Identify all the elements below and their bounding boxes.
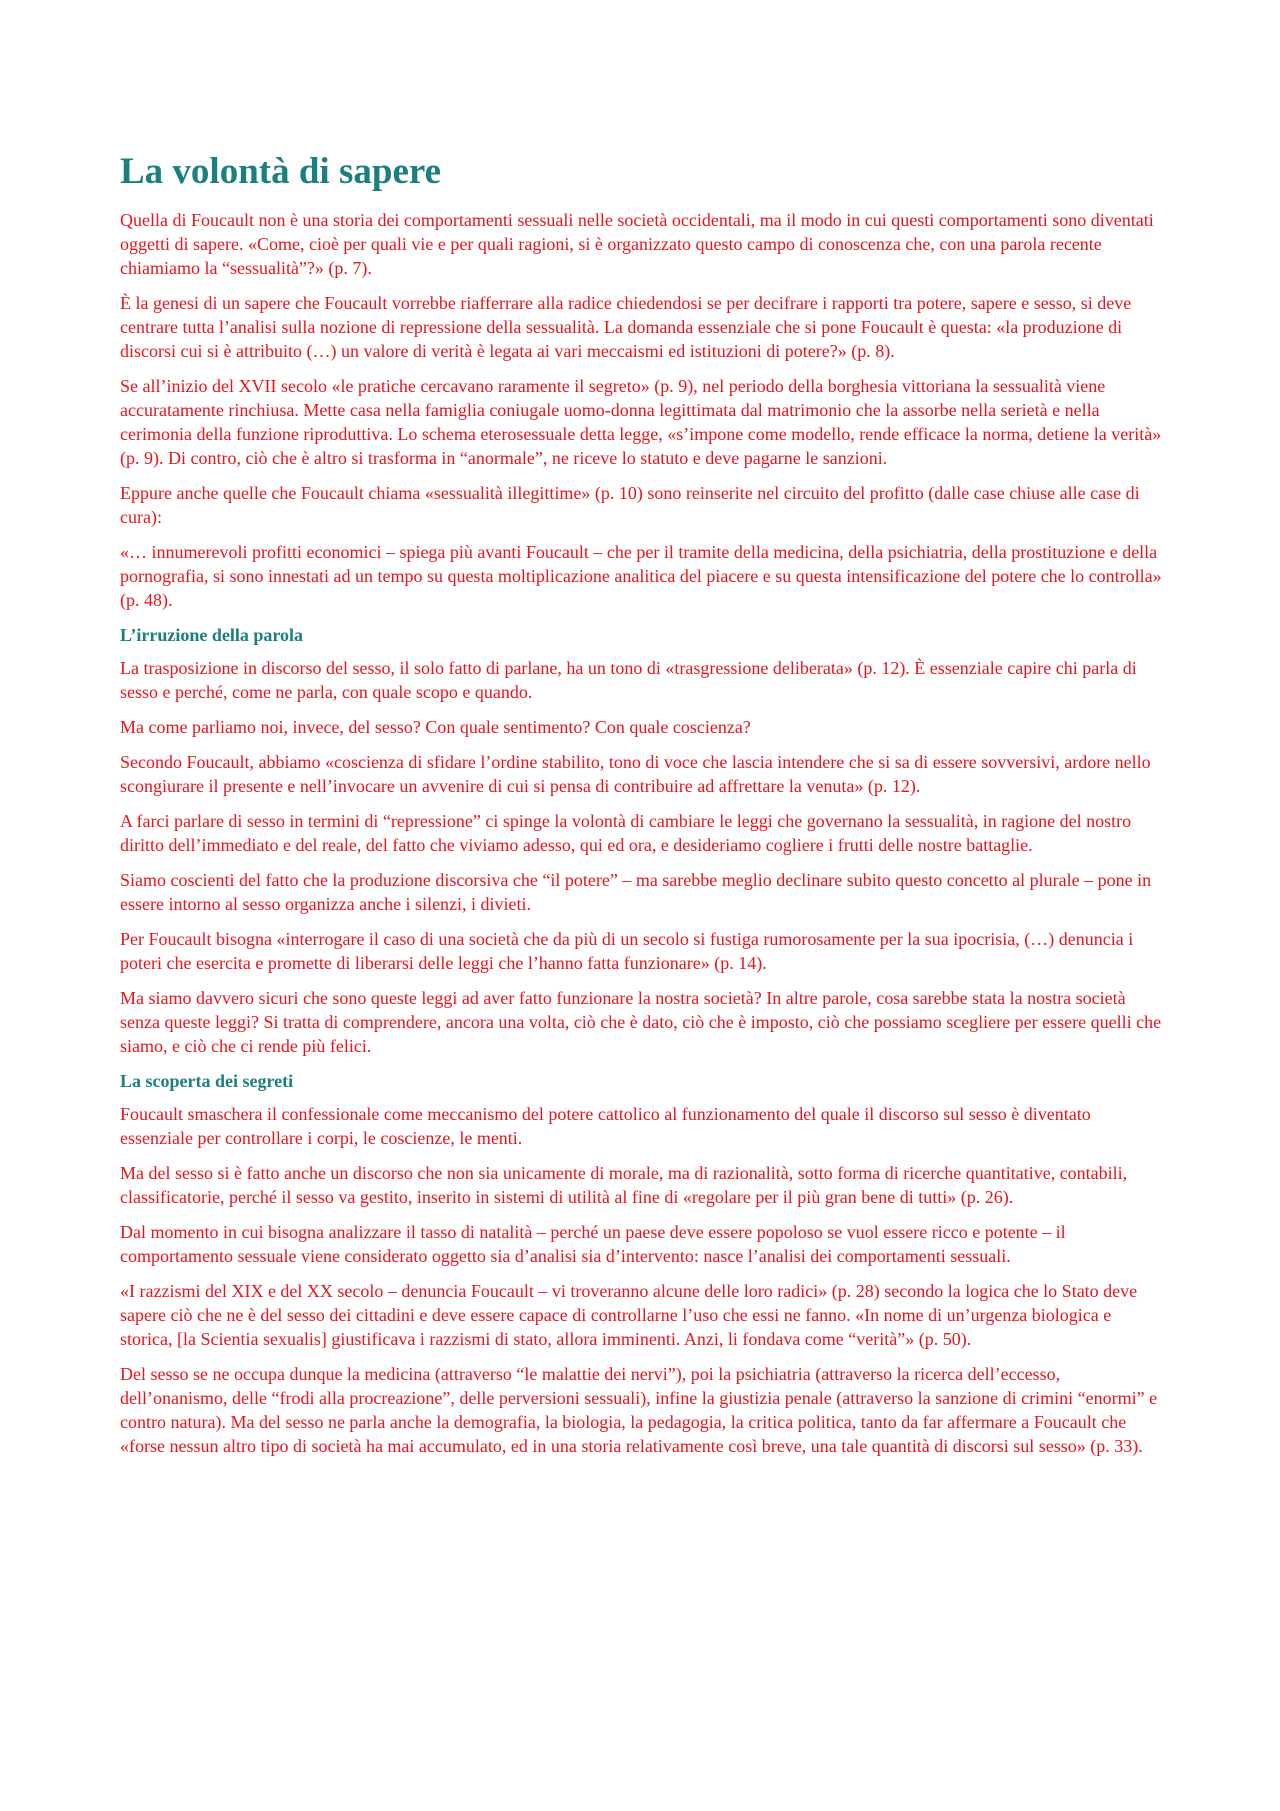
section-heading: L’irruzione della parola [120, 625, 304, 645]
paragraph: Ma siamo davvero sicuri che sono queste leggi ad aver fatto funzionare la nostra società? In altre parole, cosa sarebbe stata la nostra società senza queste leggi? Si tratta di comprendere, ancora una volta, ciò che è dato, ciò che è imposto, ciò che possiamo scegliere per essere quelli che siamo, e ciò che ci rende più felici. [120, 988, 1162, 1056]
paragraph: A farci parlare di sesso in termini di “repressione” ci spinge la volontà di cambiare le leggi che governano la sessualità, in ragione del nostro diritto dell’immediato e del reale, del fatto che viviamo adesso, qui ed ora, e desideriamo cogliere i frutti delle nostre battaglie. [120, 811, 1132, 855]
document-page [120, 150, 1165, 1469]
paragraph: Siamo coscienti del fatto che la produzione discorsiva che “il potere” – ma sarebbe meglio declinare subito questo concetto al plurale – pone in essere intorno al sesso organizza anche i silenzi, i divieti. [120, 870, 1152, 914]
paragraph: Ma come parliamo noi, invece, del sesso? Con quale sentimento? Con quale coscienza? [120, 717, 751, 737]
section-heading: La scoperta dei segreti [120, 1071, 294, 1091]
paragraph: Quella di Foucault non è una storia dei comportamenti sessuali nelle società occidentali, ma il modo in cui questi comportamenti sono diventati oggetti di sapere. «Come, cioè per quali vie e per quali ragioni, si è organizzato questo campo di conoscenza che, con una parola recente chiamiamo la “sessualità”?» (p. 7). [120, 210, 1154, 278]
paragraph: Se all’inizio del XVII secolo «le pratiche cercavano raramente il segreto» (p. 9), nel periodo della borghesia vittoriana la sessualità viene accuratamente rinchiusa. Mette casa nella famiglia coniugale uomo-donna legittimata dal matrimonio che la assorbe nella serietà e nella cerimonia della funzione riproduttiva. Lo schema eterosessuale detta legge, «s’impone come modello, rende efficace la norma, detiene la verità» (p. 9). Di contro, ciò che è altro si trasforma in “anormale”, ne riceve lo statuto e deve pagarne le sanzioni. [120, 376, 1162, 468]
paragraph: Per Foucault bisogna «interrogare il caso di una società che da più di un secolo si fustiga rumorosamente per la sua ipocrisia, (…) denuncia i poteri che esercita e promette di liberarsi delle leggi che l’hanno fatta funzionare» (p. 14). [120, 929, 1134, 973]
page-title: La volontà di sapere [120, 151, 442, 192]
section-irruzione [120, 623, 1165, 1058]
paragraph: Ma del sesso si è fatto anche un discorso che non sia unicamente di morale, ma di razionalità, sotto forma di ricerche quantitative, contabili, classificatorie, perché il sesso va gestito, inserito in sistemi di utilità al fine di «regolare per il più gran bene di tutti» (p. 26). [120, 1163, 1128, 1207]
paragraph: Secondo Foucault, abbiamo «coscienza di sfidare l’ordine stabilito, tono di voce che lascia intendere che si sa di essere sovversivi, ardore nello scongiurare il presente e nell’invocare un avvenire di cui si pensa di contribuire ad affrettare la venuta» (p. 12). [120, 752, 1151, 796]
paragraph: Eppure anche quelle che Foucault chiama «sessualità illegittime» (p. 10) sono reinserite nel circuito del profitto (dalle case chiuse alle case di cura): [120, 483, 1140, 527]
paragraph: La trasposizione in discorso del sesso, il solo fatto di parlane, ha un tono di «trasgressione deliberata» (p. 12). È essenziale capire chi parla di sesso e perché, come ne parla, con quale scopo e quando. [120, 658, 1137, 702]
section-segreti [120, 1069, 1165, 1458]
paragraph: È la genesi di un sapere che Foucault vorrebbe riafferrare alla radice chiedendosi se per decifrare i rapporti tra potere, sapere e sesso, si deve centrare tutta l’analisi sulla nozione di repressione della sessualità. La domanda essenziale che si pone Foucault è questa: «la produzione di discorsi cui si è attribuito (…) un valore di verità è legata ai vari meccaismi ed istituzioni di potere?» (p. 8). [120, 293, 1132, 361]
paragraph: «I razzismi del XIX e del XX secolo – denuncia Foucault – vi troveranno alcune delle loro radici» (p. 28) secondo la logica che lo Stato deve sapere ciò che ne è del sesso dei cittadini e deve essere capace di controllarne l’uso che essi ne fanno. «In nome di un’urgenza biologica e storica, [la Scientia sexualis] giustificava i razzismi di stato, allora imminenti. Anzi, li fondava come “verità”» (p. 50). [120, 1281, 1138, 1349]
paragraph: Dal momento in cui bisogna analizzare il tasso di natalità – perché un paese deve essere popoloso se vuol essere ricco e potente – il comportamento sessuale viene considerato oggetto sia d’analisi sia d’intervento: nasce l’analisi dei comportamenti sessuali. [120, 1222, 1066, 1266]
paragraph-quote: «… innumerevoli profitti economici – spiega più avanti Foucault – che per il tramite della medicina, della psichiatria, della prostituzione e della pornografia, si sono innestati ad un tempo su questa moltiplicazione analitica del piacere e su questa intensificazione del potere che lo controlla» (p. 48). [120, 542, 1162, 610]
section-intro [120, 208, 1165, 612]
paragraph: Del sesso se ne occupa dunque la medicina (attraverso “le malattie dei nervi”), poi la psichiatria (attraverso la ricerca dell’eccesso, dell’onanismo, delle “frodi alla procreazione”, delle perversioni sessuali), infine la giustizia penale (attraverso la sanzione di crimini “enormi” e contro natura). Ma del sesso ne parla anche la demografia, la biologia, la pedagogia, la critica politica, tanto da far affermare a Foucault che «forse nessun altro tipo di società ha mai accumulato, ed in una storia relativamente così breve, una tale quantità di discorsi sul sesso» (p. 33). [120, 1364, 1158, 1456]
paragraph: Foucault smaschera il confessionale come meccanismo del potere cattolico al funzionamento del quale il discorso sul sesso è diventato essenziale per controllare i corpi, le coscienze, le menti. [120, 1104, 1091, 1148]
